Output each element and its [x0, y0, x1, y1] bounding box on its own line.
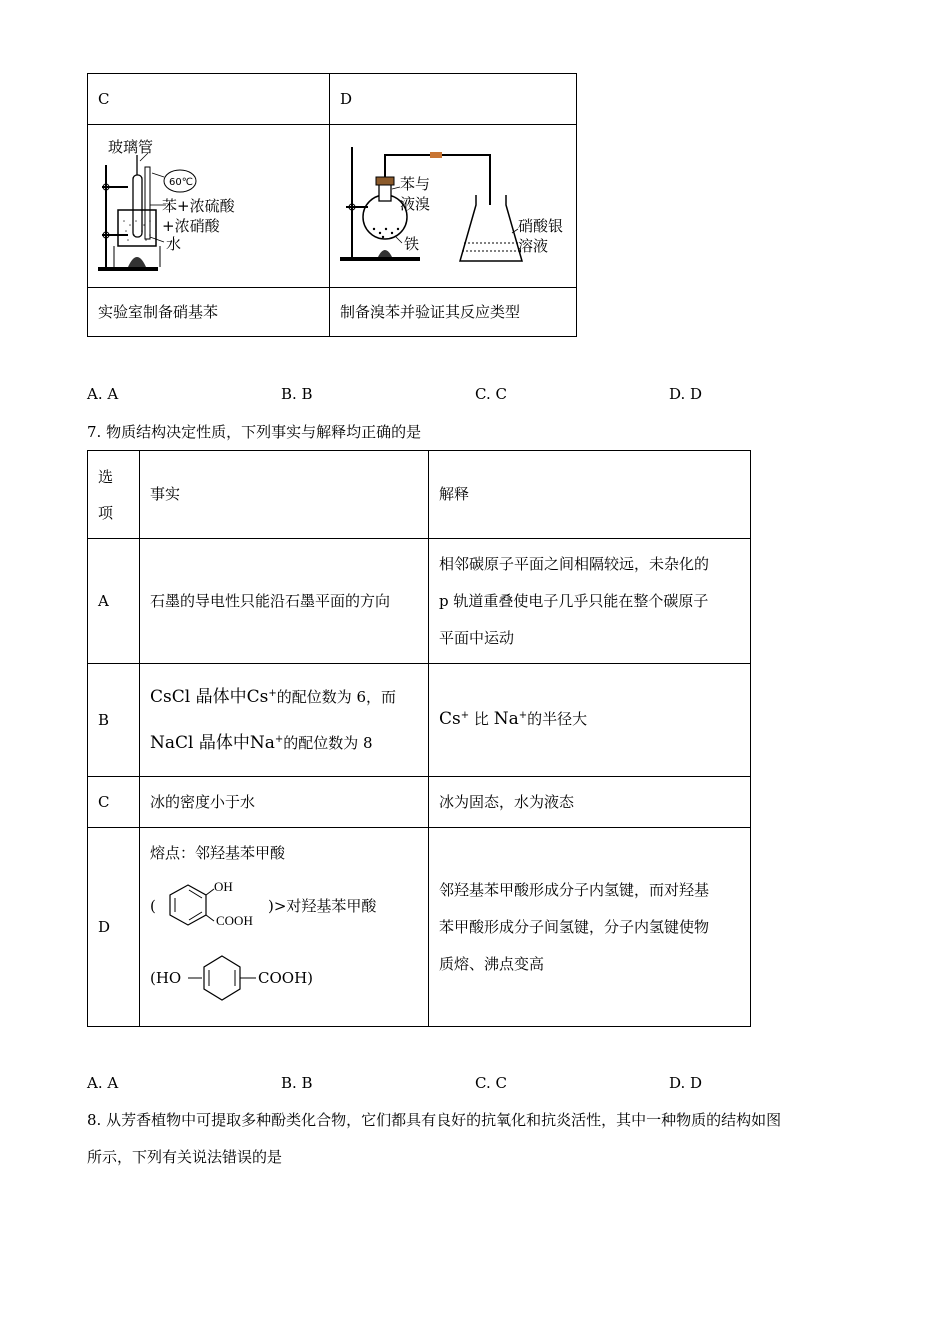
question-8-line1: 8. 从芳香植物中可提取多种酚类化合物，它们都具有良好的抗氧化和抗炎活性，其中一种物质的结构如图 [87, 1111, 782, 1129]
label-glass-tube: 玻璃管 [108, 138, 154, 156]
row-d-fact [140, 828, 429, 1027]
row-c-fact: 冰的密度小于水 [140, 777, 429, 828]
row-a-fact: 石墨的导电性只能沿石墨平面的方向 [140, 539, 429, 664]
label-solution: 溶液 [518, 237, 549, 255]
row-d-fact-line2: ( OH COOH )>对羟基苯甲酸 [150, 871, 418, 941]
header-option: 选 项 [88, 451, 140, 539]
figure-c-cell [88, 125, 330, 288]
row-a-explain: 相邻碳原子平面之间相隔较远，未杂化的 p 轨道重叠使电子几乎只能在整个碳原子 平面中运动 [429, 539, 751, 664]
desc-c: 实验室制备硝基苯 [88, 288, 330, 337]
option-d[interactable]: D. D [669, 385, 703, 403]
row-c-explain: 冰为固态，水为液态 [429, 777, 751, 828]
row-d-fact-line3: (HO COOH) [150, 945, 418, 1005]
label-water: 水 [166, 235, 182, 253]
bromobenzene-apparatus-figure [330, 125, 576, 287]
label-temperature: 60℃ [169, 177, 193, 188]
row-d-explain: 邻羟基苯甲酸形成分子内氢键，而对羟基 苯甲酸形成分子间氢键，分子内氢键使物 质熔、沸点变高 [429, 828, 751, 1027]
row-c-option: C [88, 777, 140, 828]
label-hno3: +浓硝酸 [162, 217, 220, 235]
option-c[interactable]: C. C [475, 385, 507, 403]
o-hydroxybenzoic-acid-structure [158, 871, 268, 937]
header-explain: 解释 [429, 451, 751, 539]
option-a[interactable]: A. A [87, 385, 119, 403]
option-d-2[interactable]: D. D [669, 1074, 703, 1092]
label-benzene-h2so4: 苯+浓硫酸 [162, 197, 235, 215]
q7-table [87, 450, 751, 1027]
option-b[interactable]: B. B [281, 385, 313, 403]
row-a-option: A [88, 539, 140, 664]
apparatus-table [87, 73, 577, 337]
svg-text:OH: OH [214, 878, 233, 894]
nitrobenzene-apparatus-figure [88, 125, 329, 287]
option-b-2[interactable]: B. B [281, 1074, 313, 1092]
label-benzene-and: 苯与 [400, 175, 431, 193]
label-iron: 铁 [404, 235, 420, 253]
desc-d: 制备溴苯并验证其反应类型 [330, 288, 577, 337]
label-silver-nitrate: 硝酸银 [518, 217, 564, 235]
figure-d-cell [330, 125, 577, 288]
option-a-2[interactable]: A. A [87, 1074, 119, 1092]
col-c-header: C [88, 74, 330, 125]
question-7-stem: 7. 物质结构决定性质，下列事实与解释均正确的是 [87, 423, 422, 441]
question-8-line2: 所示，下列有关说法错误的是 [87, 1148, 283, 1166]
row-b-explain: Cs+ 比 Na+的半径大 [429, 664, 751, 777]
label-liquid-bromine: 液溴 [400, 195, 431, 213]
header-fact: 事实 [140, 451, 429, 539]
col-d-header: D [330, 74, 577, 125]
row-b-fact: CsCl 晶体中Cs+的配位数为 6，而 NaCl 晶体中Na+的配位数为 8 [140, 664, 429, 777]
row-d-fact-line1: 熔点：邻羟基苯甲酸 [150, 844, 286, 862]
row-b-option: B [88, 664, 140, 777]
row-d-option: D [88, 828, 140, 1027]
option-c-2[interactable]: C. C [475, 1074, 507, 1092]
svg-text:COOH: COOH [216, 912, 253, 928]
